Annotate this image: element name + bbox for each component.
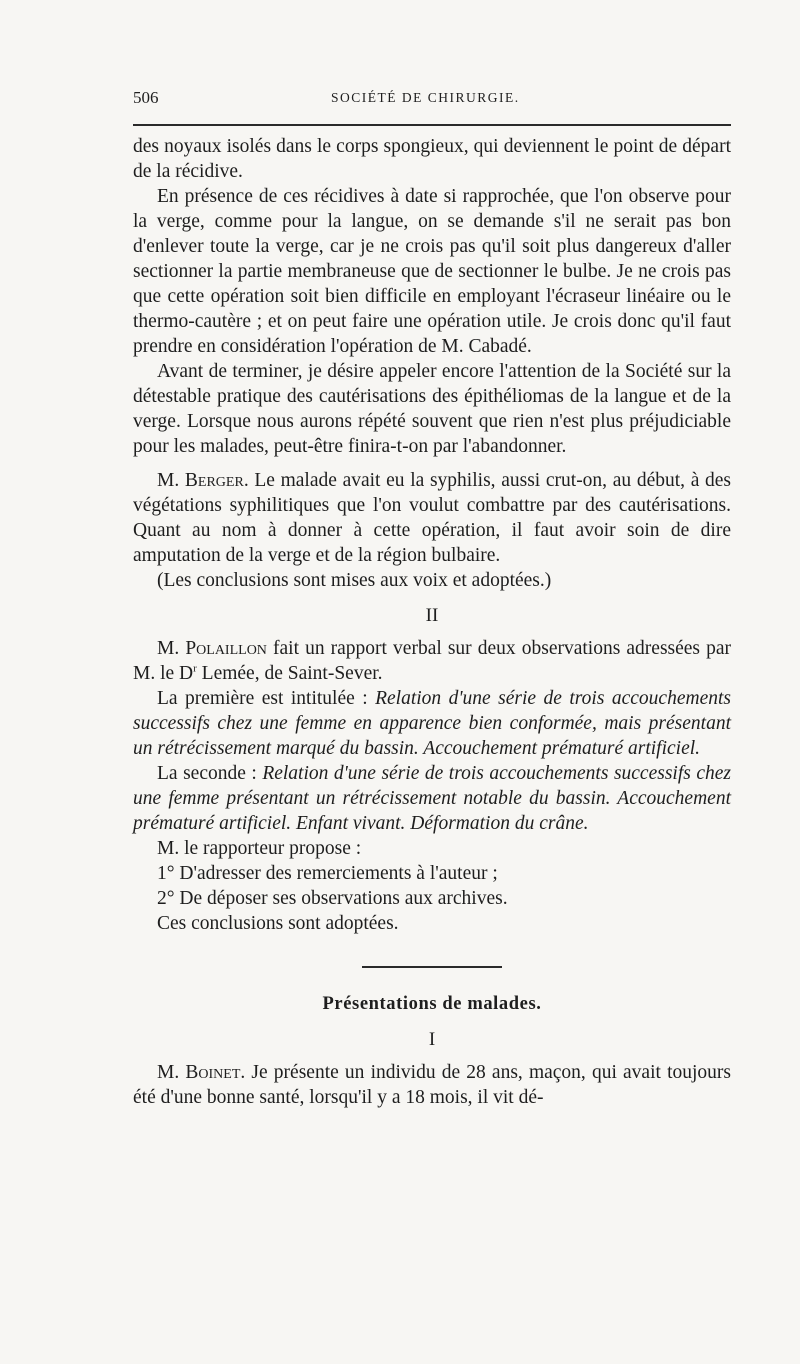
speaker-name-boinet: Boinet [185, 1061, 241, 1083]
speaker-prefix: M. [157, 470, 180, 491]
paragraph-recidives: En présence de ces récidives à date si rapprochée, que l'on observe pour la verge, comme pour la langue, on se demande s'il ne serait pas bon d'enlever toute la verge, car je ne crois pas qu'il soit plus dangereux d'aller sectionner la partie membraneuse que de sectionner le bulbe. Je ne crois pas que cette opération soit bien difficile en employant l'écraseur linéaire ou le thermo-cautère ; et on peut faire une opération utile. Je crois donc qu'il faut prendre en considération l'opération de M. Cabadé. [133, 186, 731, 357]
first-title: Relation d'une série de trois accouchements successifs chez une femme en apparence bien conformée, mais présentant un rétrécissement marqué du bassin. Accouchement prématuré artificiel. [133, 688, 731, 759]
boinet-text: . Je présente un individu de 28 ans, maçon, qui avait toujours été d'une bonne santé, lorsqu'il y a 18 mois, il vit dé- [133, 1061, 731, 1108]
section-title: Présentations de malades. [322, 993, 542, 1014]
rapporteur-line: M. le rapporteur propose : [157, 838, 362, 859]
berger-text: . Le malade avait eu la syphilis, aussi crut-on, au début, à des végétations syphilitiques que l'on voulut combattre par des cautérisations. Quant au nom à donner à cette opération, il faut avoir soin de dire amputation de la verge et de la région bulbaire. [133, 470, 732, 566]
section-number-ii: II [425, 605, 439, 626]
page [133, 88, 731, 1110]
paragraph-second-observation [133, 761, 731, 836]
conclusions-line: (Les conclusions sont mises aux voix et adoptées.) [157, 570, 552, 591]
paragraph-first-observation [133, 686, 731, 761]
list-item: 1° D'adresser des remerciements à l'auteur ; [157, 863, 498, 884]
header-rule [133, 124, 731, 126]
running-head [133, 88, 731, 116]
paragraph-continuation: des noyaux isolés dans le corps spongieux, qui deviennent le point de départ de la récidive. [133, 136, 731, 182]
body-text [133, 134, 731, 1110]
paragraph-berger [133, 468, 731, 568]
doctor-superscript: r [193, 662, 197, 675]
paragraph-polaillon [133, 636, 731, 686]
page-number: 506 [133, 88, 159, 107]
section-divider [362, 966, 502, 968]
speaker-prefix: M. [157, 638, 180, 659]
speaker-name-polaillon: Polaillon [185, 638, 267, 659]
polaillon-text-a: fait un rapport verbal sur deux observations adressées par M. le D [133, 638, 732, 684]
section-number-i: I [428, 1028, 436, 1050]
running-title: SOCIÉTÉ DE CHIRURGIE. [331, 90, 520, 105]
adopted-line: Ces conclusions sont adoptées. [157, 913, 399, 934]
second-title: Relation d'une série de trois accouchements successifs chez une femme présentant un rétrécissement notable du bassin. Accouchement prématuré artificiel. Enfant vivant. Déformation du crâne. [133, 763, 731, 834]
paragraph-cauterisations: Avant de terminer, je désire appeler encore l'attention de la Société sur la détestable pratique des cautérisations des épithéliomas de la langue et de la verge. Lorsque nous aurons répété souvent que rien n'est plus préjudiciable pour les malades, peut-être finira-t-on par l'abandonner. [133, 361, 731, 457]
speaker-name-berger: Berger [184, 470, 244, 491]
first-lead: La première est intitulée : [157, 688, 376, 709]
list-item: 2° De déposer ses observations aux archives. [157, 888, 508, 909]
speaker-prefix: M. [157, 1061, 180, 1083]
paragraph-boinet [133, 1060, 731, 1110]
polaillon-text-b: Lemée, de Saint-Sever. [196, 663, 383, 684]
second-lead: La seconde : [157, 763, 263, 784]
